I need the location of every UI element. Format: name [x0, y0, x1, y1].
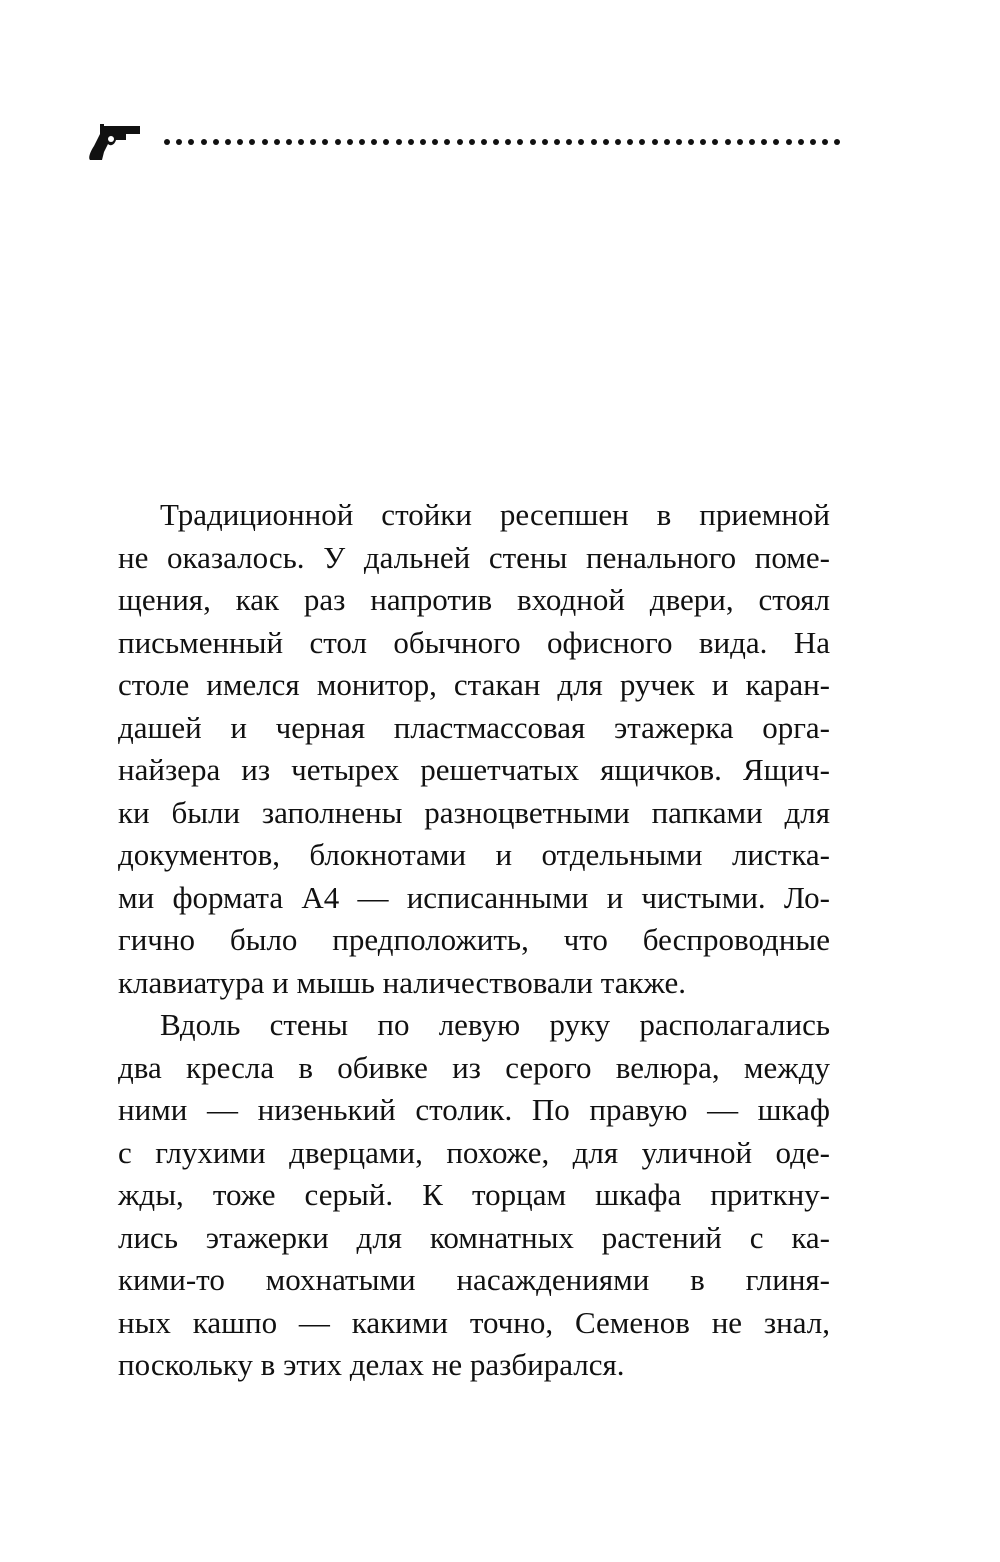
dot — [213, 139, 219, 145]
dot — [676, 139, 682, 145]
text-line: жды, тоже серый. К торцам шкафа приткну- — [118, 1177, 830, 1212]
text-line: кими-то мохнатыми насаждениями в глиня- — [118, 1262, 830, 1297]
dot — [359, 139, 365, 145]
text-line: два кресла в обивке из серого велюра, между — [118, 1049, 830, 1085]
dot — [773, 139, 779, 145]
dot — [761, 139, 767, 145]
dot — [700, 139, 706, 145]
text-line: щения, как раз напротив входной двери, стоял — [118, 582, 830, 617]
dot — [664, 139, 670, 145]
dot — [615, 139, 621, 145]
dot — [786, 139, 792, 145]
text-line: дашей и черная пластмассовая этажерка орга- — [118, 709, 830, 745]
dot — [286, 139, 292, 145]
text-line: поскольку в этих делах не разбирался. — [118, 1347, 625, 1382]
dot — [542, 139, 548, 145]
text-line: гично было предположить, что беспроводные — [118, 922, 830, 957]
dot — [322, 139, 328, 145]
dot — [457, 139, 463, 145]
dot — [335, 139, 341, 145]
dot — [591, 139, 597, 145]
dot — [396, 139, 402, 145]
dot — [420, 139, 426, 145]
dot — [347, 139, 353, 145]
dot — [310, 139, 316, 145]
dot — [834, 139, 840, 145]
dot — [274, 139, 280, 145]
dot — [530, 139, 536, 145]
dot — [627, 139, 633, 145]
text-line: Традиционной стойки ресепшен в приемной — [160, 497, 830, 532]
revolver-icon — [86, 122, 142, 162]
dot — [164, 139, 170, 145]
dot — [725, 139, 731, 145]
body-text — [118, 494, 830, 1387]
dot — [798, 139, 804, 145]
dotted-rule — [164, 139, 847, 145]
dot — [505, 139, 511, 145]
dot — [298, 139, 304, 145]
dot — [578, 139, 584, 145]
text-line: клавиатура и мышь наличествовали также. — [118, 964, 687, 1000]
dot — [822, 139, 828, 145]
dot — [493, 139, 499, 145]
dot — [639, 139, 645, 145]
paragraph — [118, 494, 830, 1004]
text-line: ных кашпо — какими точно, Семенов не знал, — [118, 1304, 830, 1340]
text-line: найзера из четырех решетчатых ящичков. Ящич- — [118, 752, 830, 787]
dot — [652, 139, 658, 145]
dot — [481, 139, 487, 145]
chapter-header-ornament — [86, 122, 847, 162]
dot — [249, 139, 255, 145]
dot — [749, 139, 755, 145]
text-line: документов, блокнотами и отдельными листка- — [118, 837, 830, 872]
dot — [688, 139, 694, 145]
dot — [225, 139, 231, 145]
dot — [383, 139, 389, 145]
dot — [201, 139, 207, 145]
dot — [810, 139, 816, 145]
dot — [408, 139, 414, 145]
dot — [432, 139, 438, 145]
dot — [566, 139, 572, 145]
paragraph — [118, 1004, 830, 1387]
dot — [371, 139, 377, 145]
dot — [469, 139, 475, 145]
dot — [237, 139, 243, 145]
dot — [517, 139, 523, 145]
dot — [188, 139, 194, 145]
text-line: с глухими дверцами, похоже, для уличной оде- — [118, 1134, 830, 1170]
text-line: лись этажерки для комнатных растений с ка- — [118, 1219, 830, 1255]
text-line: письменный стол обычного офисного вида. На — [118, 624, 830, 660]
text-line: ми формата А4 — исписанными и чистыми. Ло- — [118, 879, 830, 915]
dot — [712, 139, 718, 145]
text-line: Вдоль стены по левую руку располагались — [160, 1007, 830, 1042]
dot — [554, 139, 560, 145]
dot — [444, 139, 450, 145]
text-line: ки были заполнены разноцветными папками для — [118, 794, 830, 830]
dot — [262, 139, 268, 145]
text-line: столе имелся монитор, стакан для ручек и каран- — [118, 667, 830, 702]
dot — [603, 139, 609, 145]
text-line: не оказалось. У дальней стены пенального поме- — [118, 539, 830, 575]
dot — [737, 139, 743, 145]
text-line: ними — низенький столик. По правую — шкаф — [118, 1092, 830, 1127]
dot — [176, 139, 182, 145]
